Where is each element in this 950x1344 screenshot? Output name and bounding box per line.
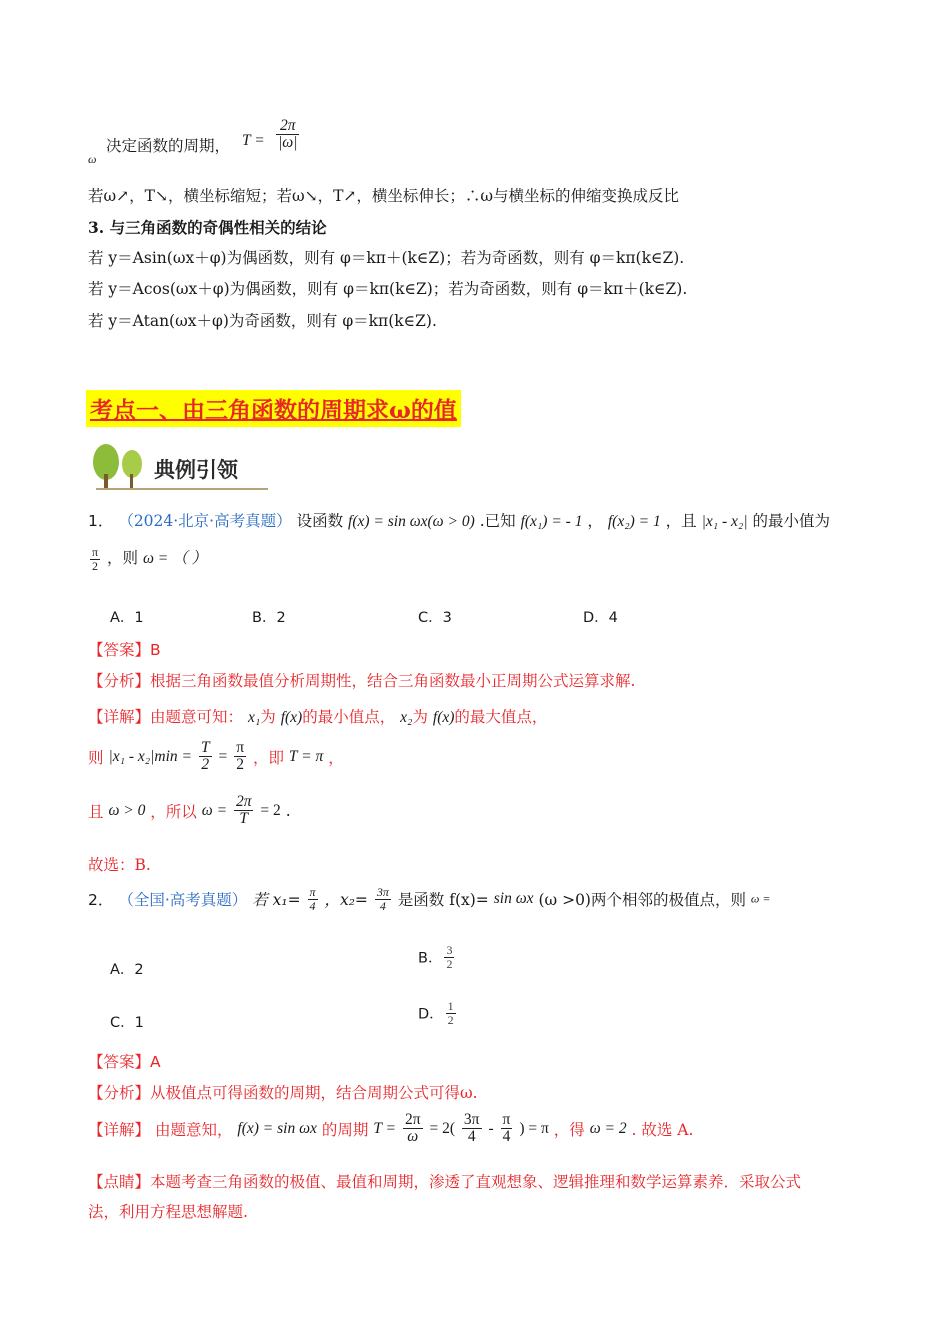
q1-option-c[interactable]: C．3 — [418, 610, 452, 626]
q1-option-d[interactable]: D．4 — [583, 610, 618, 626]
period-fraction: $\frac{2\pi}{|\omega|}$ — [278, 117, 298, 152]
q1-stem: 1． （2024·北京·高考真题） 设函数 f(x) = sin ωx(ω > 0) .已知 f(x₁) = - 1 ， f(x₂) = 1 ，且 |x₁ - x₂| 的最小值为 — [88, 512, 831, 530]
parity-line-3: 若 y＝Atan(ωx＋φ)为奇函数，则有 φ＝kπ(k∈Z). — [88, 312, 437, 330]
q2-option-d[interactable]: D． $\frac{1}{2}$ — [418, 999, 454, 1027]
banner-title: 典例引领 — [154, 458, 238, 482]
q2-option-c[interactable]: C．1 — [110, 1015, 144, 1031]
banner — [90, 440, 270, 492]
scale-rule: 若ω↗，T↘，横坐标缩短；若ω↘，T↗，横坐标伸长；∴ω与横坐标的伸缩变换成反比 — [88, 187, 680, 205]
parity-line-1: 若 y＝Asin(ωx＋φ)为偶函数，则有 φ＝kπ＋(k∈Z)；若为奇函数，则有 φ＝kπ(k∈Z). — [88, 249, 685, 267]
q1-conclusion: 故选：B. — [88, 856, 151, 874]
q1-stem-2: $\frac{\pi}{2}$ ，则 ω = （ ） — [92, 545, 207, 573]
banner-underline — [96, 488, 268, 490]
period-text: 决定函数的周期， — [106, 137, 231, 155]
q1-source: （2024·北京·高考真题） — [118, 512, 292, 530]
section-heading: 考点一、由三角函数的周期求ω的值 — [86, 390, 461, 427]
q2-option-b[interactable]: B． $\frac{3}{2}$ — [418, 943, 453, 971]
q2-answer: 【答案】A — [88, 1053, 161, 1071]
q1-detail-3: 且 ω > 0 ，所以 ω = $\frac{2\pi}{T}$ = 2 . — [88, 793, 291, 828]
q1-option-b[interactable]: B．2 — [252, 610, 286, 626]
q2-comment-2: 法，利用方程思想解题. — [88, 1203, 248, 1221]
q1-option-a[interactable]: A．1 — [110, 610, 144, 626]
q1-answer: 【答案】B — [88, 641, 161, 659]
q1-pi-half: $\frac{\pi}{2}$ — [92, 545, 99, 573]
q2-comment: 【点睛】本题考查三角函数的极值、最值和周期，渗透了直观想象、逻辑推理和数学运算素养．采取公式 — [88, 1173, 802, 1191]
q1-detail-2: 则 |x₁ - x₂|min = $\frac{T}{2}$ = $\frac{\pi}{2}$ ，即 T = π ， — [88, 739, 344, 774]
q2-source: （全国·高考真题） — [118, 891, 248, 910]
q2-option-a[interactable]: A．2 — [110, 962, 144, 978]
section3-title: 3. 与三角函数的奇偶性相关的结论 — [88, 218, 327, 237]
q2-stem: 2． （全国·高考真题） 若 x₁= $\frac{\pi}{4}$ ，x₂= $\frac{3\pi}{4}$ 是函数 f(x)= sin ωx (ω >0)两个相邻的极值点，则 ω = — [88, 885, 771, 913]
parity-line-2: 若 y＝Acos(ωx＋φ)为偶函数，则有 φ＝kπ(k∈Z)；若为奇函数，则有 φ＝kπ＋(k∈Z). — [88, 280, 688, 298]
tree-icon — [90, 440, 150, 492]
q1-function: f(x) = sin ωx(ω > 0) — [348, 513, 475, 530]
q1-detail-1: 【详解】由题意可知： x₁为 f(x)的最小值点， x₂为 f(x)的最大值点， — [88, 708, 548, 726]
period-lhs: T = — [242, 132, 265, 149]
omega-symbol: ω — [88, 152, 97, 166]
q2-analysis: 【分析】从极值点可得函数的周期，结合周期公式可得ω. — [88, 1084, 478, 1102]
q2-detail: 【详解】 由题意知， f(x) = sin ωx 的周期 T = $\frac{2\pi}{\omega}$ = 2( $\frac{3\pi}{4}$ - $\frac{\pi}{4}$ ) = π ，得 ω = 2 . 故选 A. — [88, 1111, 694, 1146]
q1-analysis: 【分析】根据三角函数最值分析周期性，结合三角函数最小正周期公式运算求解. — [88, 672, 636, 690]
